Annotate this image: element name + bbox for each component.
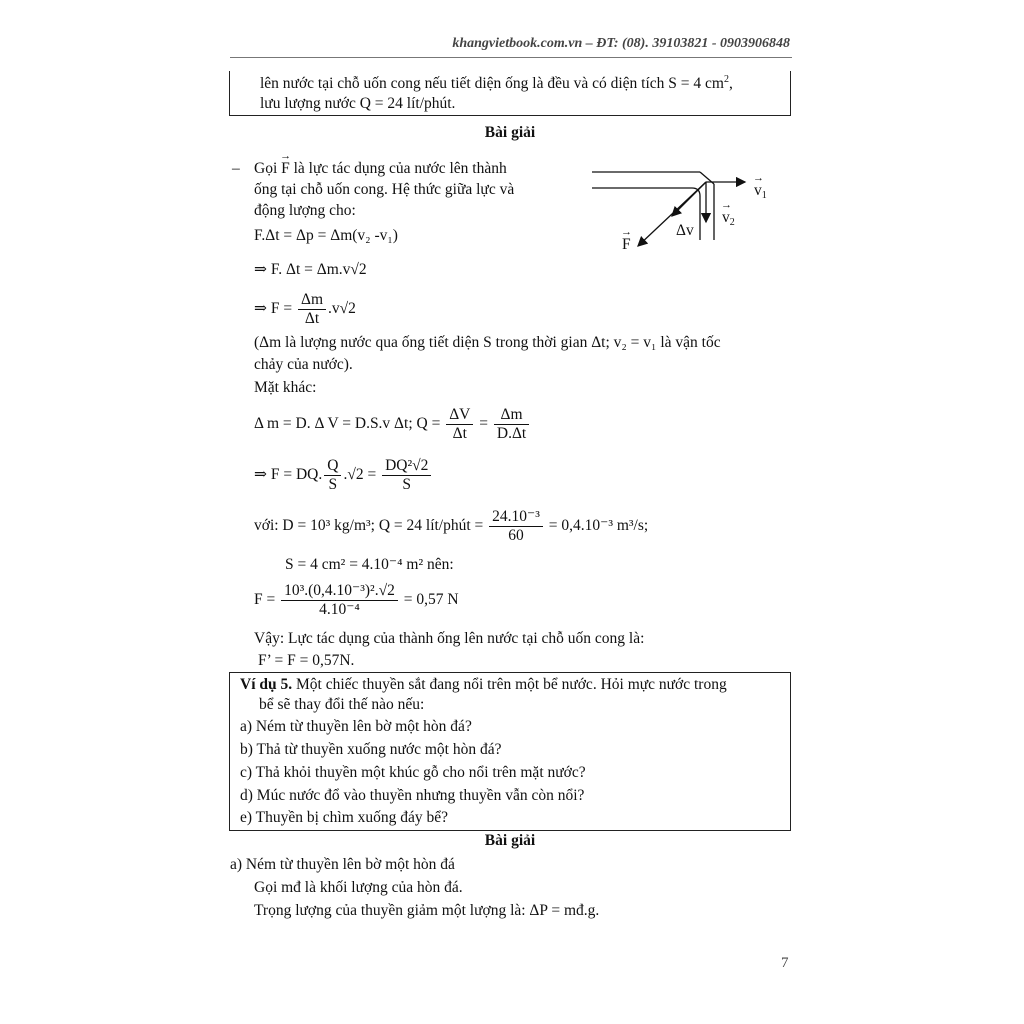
- force-vector-symbol: → F: [281, 159, 290, 179]
- box1-sup: 2: [723, 74, 729, 85]
- eq5-n1: Q: [324, 457, 341, 476]
- v2-symbol: → v: [722, 208, 730, 228]
- diagram-v1-label: [754, 181, 767, 201]
- example5-l1-text: Một chiếc thuyền sắt đang nổi trên một bể nước. Hỏi mực nước trong: [292, 676, 727, 693]
- example5-item-b: b) Thả từ thuyền xuống nước một hòn đá?: [240, 741, 502, 758]
- page-number: 7: [781, 955, 789, 971]
- eq8-lhs: F =: [254, 591, 276, 608]
- v1-symbol: → v: [754, 181, 762, 201]
- box1-line1-end: ,: [728, 75, 733, 92]
- eq4-d2: D.Δt: [496, 424, 527, 442]
- intro-l1a: Gọi: [254, 160, 282, 177]
- example5-label: Ví dụ 5.: [240, 676, 293, 693]
- eq5-fraction-1: [324, 457, 341, 494]
- eq5-lhs: ⇒ F = DQ.: [254, 466, 323, 483]
- note-line1: (Δm là lượng nước qua ống tiết diện S trong thời gian Δt; v₂ = v₁ là vận tốc: [254, 334, 721, 351]
- eq4-fraction-1: [446, 406, 473, 443]
- eq5-n2: DQ²√2: [382, 457, 431, 476]
- note-line2: chảy của nước).: [254, 356, 353, 373]
- eq8-num: 10³.(0,4.10⁻³)².√2: [281, 582, 398, 601]
- f-symbol: → F: [622, 235, 631, 255]
- eq8-den: 4.10⁻⁴: [319, 600, 360, 618]
- part-a-line2: Gọi mđ là khối lượng của hòn đá.: [254, 879, 463, 896]
- eq3-den: Δt: [304, 309, 320, 327]
- intro-line2: ống tại chỗ uốn cong. Hệ thức giữa lực và: [254, 181, 515, 198]
- intro-dash: –: [232, 160, 240, 177]
- solution2-title: Bài giải: [484, 832, 536, 849]
- eq6-num: 24.10⁻³: [489, 508, 543, 527]
- example5-line1: [240, 675, 727, 695]
- intro-line1: [254, 159, 507, 179]
- equation-3: [254, 289, 356, 329]
- intro-l1b: là lực tác dụng của nước lên thành: [289, 160, 507, 177]
- part-a-line1: a) Ném từ thuyền lên bờ một hòn đá: [230, 856, 455, 873]
- equation-7: S = 4 cm² = 4.10⁻⁴ m² nên:: [285, 556, 454, 573]
- eq5-mid: .√2 =: [343, 466, 377, 483]
- page-header: khangvietbook.com.vn – ĐT: (08). 39103821 - 0903906848: [452, 36, 790, 51]
- eq3-lhs: ⇒ F =: [254, 300, 293, 317]
- equation-6: [254, 506, 648, 546]
- example5-item-e: e) Thuyền bị chìm xuống đáy bể?: [240, 809, 449, 826]
- eq8-fraction: [281, 582, 398, 619]
- eq4-n1: ΔV: [446, 406, 473, 425]
- v1-sub: 1: [761, 190, 767, 201]
- part-a-line3: Trọng lượng của thuyền giảm một lượng là: ΔP = mđ.g.: [254, 902, 600, 919]
- header-rule: [230, 57, 792, 58]
- solution-title: Bài giải: [484, 124, 536, 141]
- equation-5: [254, 455, 433, 495]
- eq4-d1: Δt: [452, 424, 467, 442]
- f-arrow: [638, 182, 706, 246]
- eq8-rhs: = 0,57 N: [403, 591, 459, 608]
- example5-item-c: c) Thả khỏi thuyền một khúc gỗ cho nổi trên mặt nước?: [240, 764, 586, 781]
- box1-line1-text: lên nước tại chỗ uốn cong nếu tiết diện ống là đều và có diện tích S = 4 cm: [260, 75, 724, 92]
- equation-1: F.Δt = Δp = Δm(v₂ -v₁): [254, 227, 398, 244]
- conclusion-line1: Vậy: Lực tác dụng của thành ống lên nước tại chỗ uốn cong là:: [254, 630, 645, 647]
- equation-2: ⇒ F. Δt = Δm.v√2: [254, 261, 367, 278]
- eq6-den: 60: [508, 526, 524, 544]
- v2-sub: 2: [729, 217, 735, 228]
- eq4-n2: Δm: [494, 406, 529, 425]
- eq4-fraction-2: [494, 406, 529, 443]
- eq5-d2: S: [402, 475, 412, 493]
- eq3-num: Δm: [298, 291, 326, 310]
- eq6-lhs: với: D = 10³ kg/m³; Q = 24 lít/phút =: [254, 517, 484, 534]
- example5-item-d: d) Múc nước đổ vào thuyền nhưng thuyền vẫn còn nổi?: [240, 787, 585, 804]
- diagram-dv-label: Δv: [676, 222, 694, 239]
- eq4-equals: =: [479, 415, 488, 432]
- eq4-lhs: Δ m = D. Δ V = D.S.v Δt; Q =: [254, 415, 441, 432]
- conclusion-line2: F’ = F = 0,57N.: [258, 652, 355, 669]
- box1-line1: [260, 74, 733, 94]
- pipe-bend-diagram: [590, 164, 780, 260]
- diagram-f-label: [622, 235, 631, 255]
- eq5-d1: S: [328, 475, 338, 493]
- box1-line2: lưu lượng nước Q = 24 lít/phút.: [260, 95, 456, 112]
- equation-4: [254, 404, 531, 444]
- diagram-v2-label: [722, 208, 735, 228]
- equation-8: [254, 580, 459, 620]
- example5-line2: bể sẽ thay đổi thế nào nếu:: [259, 696, 425, 713]
- other-label: Mặt khác:: [254, 379, 317, 396]
- example5-item-a: a) Ném từ thuyền lên bờ một hòn đá?: [240, 718, 472, 735]
- eq6-fraction: [489, 508, 543, 545]
- eq3-tail: .v√2: [328, 300, 356, 317]
- eq5-fraction-2: [382, 457, 431, 494]
- eq3-fraction: [298, 291, 326, 328]
- eq6-rhs: = 0,4.10⁻³ m³/s;: [548, 517, 649, 534]
- intro-line3: động lượng cho:: [254, 202, 356, 219]
